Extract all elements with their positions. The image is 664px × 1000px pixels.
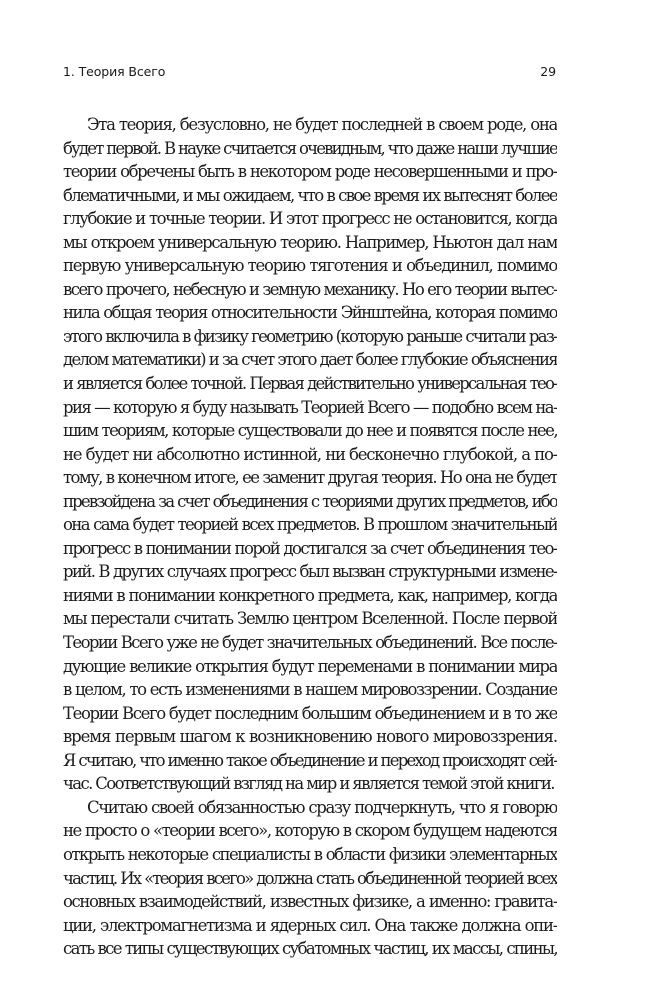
text-line: Теории Всего уже не будет значительных объединений. Все после- bbox=[63, 633, 557, 653]
text-line: Считаю своей обязанностью сразу подчеркнуть, что я говорю bbox=[87, 797, 557, 817]
text-line: будет первой. В науке считается очевидным, что даже наши лучшие bbox=[63, 138, 557, 158]
text-line: рий. В других случаях прогресс был вызван структурными измене- bbox=[63, 562, 557, 582]
text-line: превзойдена за счет объединения с теориями других предметов, ибо bbox=[63, 491, 557, 511]
text-line: нила общая теория относительности Эйнштейна, которая помимо bbox=[63, 303, 557, 323]
text-line: Теории Всего будет последним большим объединением и в то же bbox=[63, 703, 557, 723]
text-line: Я считаю, что именно такое объединение и переход происходят сей- bbox=[63, 750, 557, 770]
running-head bbox=[63, 64, 556, 86]
text-line: основных взаимодействий, известных физике, а именно: гравита- bbox=[63, 892, 557, 912]
text-line: этого включила в физику геометрию (которую раньше считали раз- bbox=[63, 326, 557, 346]
text-line: мы перестали считать Землю центром Вселенной. После первой bbox=[63, 609, 557, 629]
text-line: час. Соответствующий взгляд на мир и является темой этой книги. bbox=[63, 774, 554, 794]
text-line: тому, в конечном итоге, ее заменит другая теория. Но она не будет bbox=[63, 468, 557, 488]
body-text bbox=[63, 113, 557, 961]
text-line: ции, электромагнетизма и ядерных сил. Она также должна опи- bbox=[63, 915, 557, 935]
text-line: шим теориям, которые существовали до нее и появятся после нее, bbox=[63, 421, 557, 441]
text-line: мы откроем универсальную теорию. Например, Ньютон дал нам bbox=[63, 232, 557, 252]
page-number: 29 bbox=[540, 64, 556, 79]
text-line: она сама будет теорией всех предметов. В прошлом значительный bbox=[63, 515, 557, 535]
text-line: всего прочего, небесную и земную механику. Но его теории вытес- bbox=[63, 279, 557, 299]
paragraph-1 bbox=[63, 113, 557, 796]
text-line: время первым шагом к возникновению нового мировоззрения. bbox=[63, 727, 557, 747]
text-line: частиц. Их «теория всего» должна стать объединенной теорией всех bbox=[63, 868, 557, 888]
text-line: первую универсальную теорию тяготения и объединил, помимо bbox=[63, 256, 557, 276]
text-line: рия — которую я буду называть Теорией Всего — подобно всем на- bbox=[63, 397, 557, 417]
text-line: глубокие и точные теории. И этот прогресс не остановится, когда bbox=[63, 209, 557, 229]
text-line: и является более точной. Первая действительно универсальная тео- bbox=[63, 374, 557, 394]
text-line: ниями в понимании конкретного предмета, как, например, когда bbox=[63, 585, 557, 605]
text-line: не просто о «теории всего», которую в скором будущем надеются bbox=[63, 821, 557, 841]
paragraph-2 bbox=[63, 796, 557, 961]
text-line: Эта теория, безусловно, не будет последней в своем роде, она bbox=[87, 115, 557, 134]
text-line: в целом, то есть изменениями в нашем мировоззрении. Создание bbox=[63, 680, 557, 700]
text-line: дующие великие открытия будут переменами в понимании мира bbox=[63, 656, 557, 676]
text-line: прогресс в понимании порой достигался за счет объединения тео- bbox=[63, 538, 557, 558]
chapter-title: 1. Теория Всего bbox=[63, 64, 166, 79]
text-line: делом математики) и за счет этого дает более глубокие объяснения bbox=[63, 350, 557, 370]
text-line: открыть некоторые специалисты в области физики элементарных bbox=[63, 844, 557, 864]
text-line: теории обречены быть в некотором роде несовершенными и про- bbox=[63, 162, 557, 182]
text-line: сать все типы существующих субатомных частиц, их массы, спины, bbox=[63, 939, 557, 959]
text-line: блематичными, и мы ожидаем, что в свое время их вытеснят более bbox=[63, 185, 557, 205]
text-line: не будет ни абсолютно истинной, ни бесконечно глубокой, а по- bbox=[63, 444, 557, 464]
